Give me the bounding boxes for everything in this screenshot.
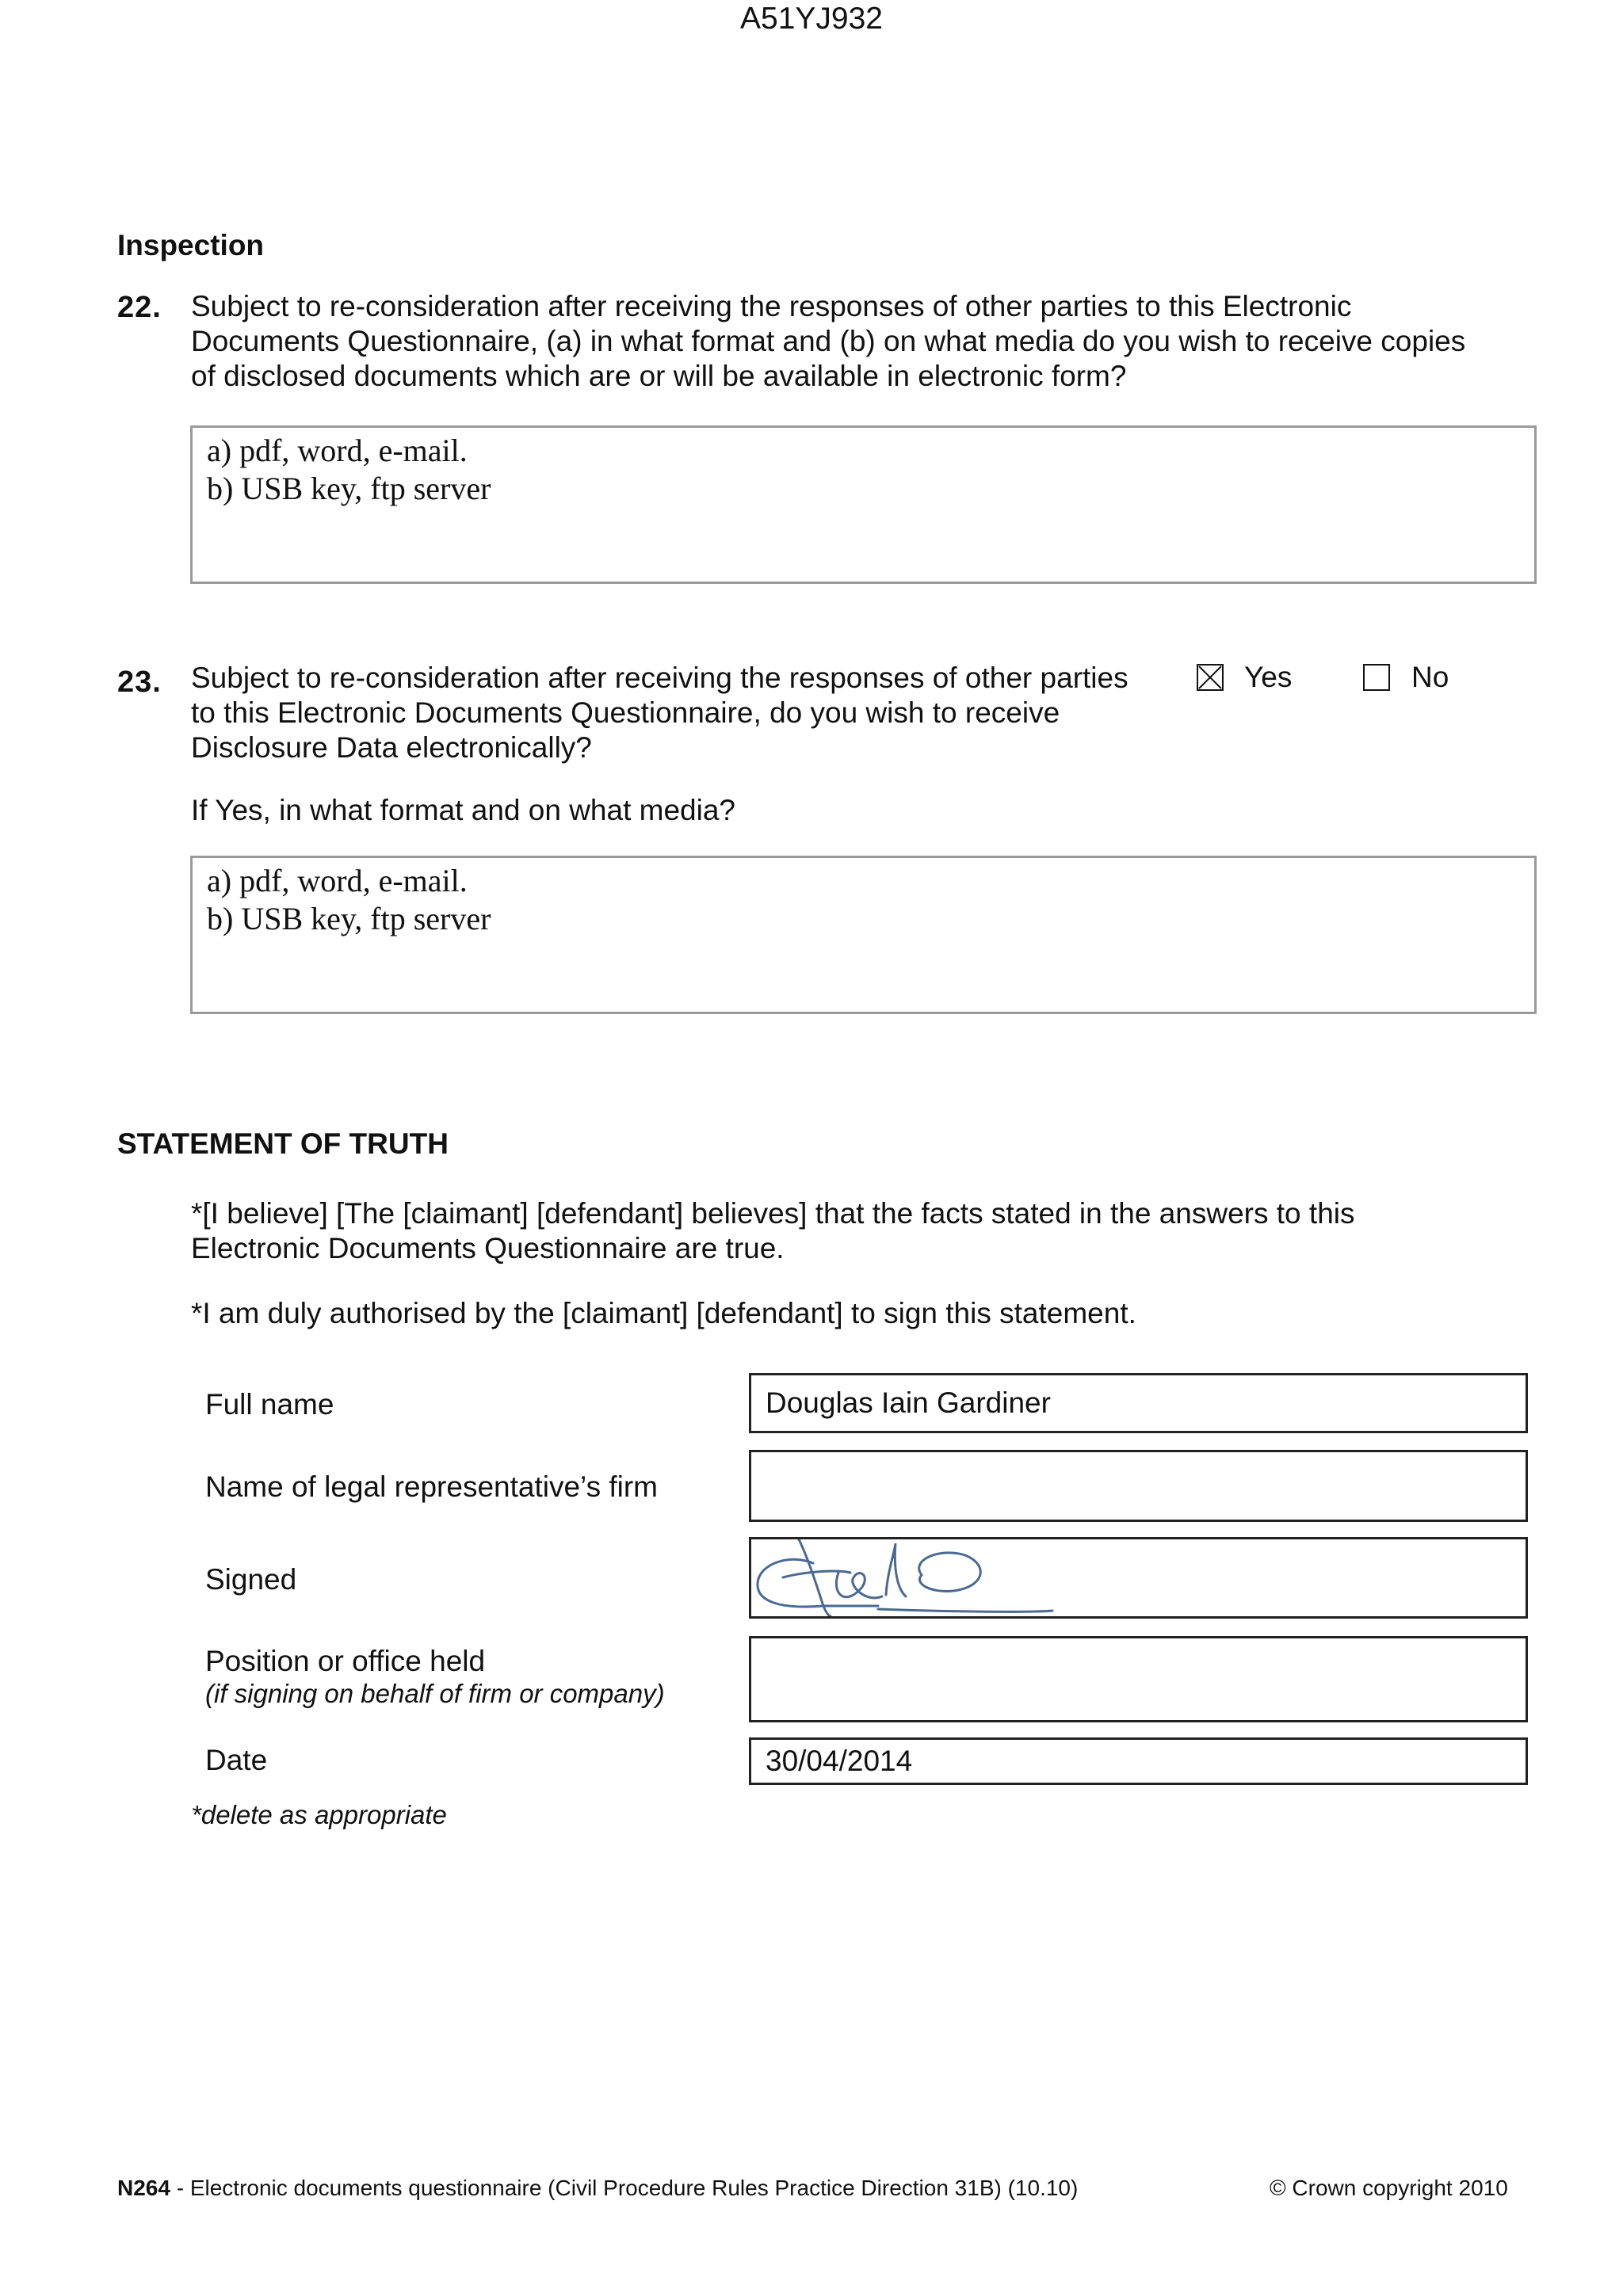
authorised-statement: *I am duly authorised by the [claimant] [defendant] to sign this statement.: [191, 1297, 1136, 1329]
position-field[interactable]: [749, 1636, 1528, 1722]
document-reference: A51YJ932: [740, 2, 883, 36]
belief-line: *[I believe] [The [claimant] [defendant] believes] that the facts stated in the answers to this: [191, 1197, 1355, 1230]
date-label: Date: [205, 1744, 268, 1776]
yes-checkbox[interactable]: [1197, 664, 1224, 691]
firm-field[interactable]: [749, 1450, 1528, 1522]
question-22-line: Subject to re-consideration after receiving the responses of other parties to this Electronic: [191, 290, 1352, 322]
question-23-line: Disclosure Data electronically?: [191, 731, 592, 764]
date-field[interactable]: [749, 1737, 1528, 1785]
question-23-number: 23.: [117, 666, 162, 699]
form-description: - Electronic documents questionnaire (Civil Procedure Rules Practice Direction 31B) (10.10): [170, 2176, 1079, 2200]
no-label: No: [1411, 661, 1449, 693]
question-22-line: of disclosed documents which are or will be available in electronic form?: [191, 360, 1127, 392]
answer-line: a) pdf, word, e-mail.: [207, 863, 468, 898]
section-title-statement-of-truth: STATEMENT OF TRUTH: [117, 1127, 449, 1160]
position-label: Position or office held: [205, 1645, 486, 1677]
question-23-line: Subject to re-consideration after receiving the responses of other parties: [191, 662, 1128, 694]
signature-image-icon: [751, 1539, 1526, 1616]
question-23-text: [191, 661, 1128, 765]
full-name-value: Douglas Iain Gardiner: [766, 1386, 1051, 1419]
firm-label: Name of legal representative’s firm: [205, 1470, 659, 1503]
checkbox-cross-icon: [1198, 666, 1222, 689]
question-23-answer-box[interactable]: [190, 856, 1537, 1014]
question-23-followup: If Yes, in what format and on what media?: [191, 794, 735, 826]
question-22-answer-box[interactable]: [190, 425, 1537, 584]
signature-field[interactable]: [749, 1537, 1528, 1619]
belief-line: Electronic Documents Questionnaire are true.: [191, 1232, 785, 1264]
yes-label: Yes: [1244, 661, 1293, 693]
answer-line: b) USB key, ftp server: [207, 901, 491, 936]
no-checkbox[interactable]: [1363, 664, 1390, 691]
signed-label: Signed: [205, 1563, 297, 1596]
form-code: N264: [117, 2176, 170, 2200]
answer-line: a) pdf, word, e-mail.: [207, 433, 468, 468]
full-name-label: Full name: [205, 1388, 334, 1421]
question-22-number: 22.: [117, 291, 162, 324]
question-23-line: to this Electronic Documents Questionnaire, do you wish to receive: [191, 696, 1060, 729]
footer-form-info: [117, 2176, 1078, 2201]
section-title-inspection: Inspection: [117, 229, 265, 261]
date-value: 30/04/2014: [766, 1745, 913, 1777]
question-22-line: Documents Questionnaire, (a) in what format and (b) on what media do you wish to receive copies: [191, 325, 1466, 357]
answer-line: b) USB key, ftp server: [207, 471, 491, 506]
full-name-field[interactable]: [749, 1373, 1528, 1433]
question-22-text: [191, 289, 1465, 394]
belief-statement: [191, 1196, 1355, 1266]
delete-note: *delete as appropriate: [191, 1800, 447, 1829]
position-note: (if signing on behalf of firm or company): [205, 1679, 665, 1708]
footer-copyright: © Crown copyright 2010: [1270, 2176, 1508, 2200]
